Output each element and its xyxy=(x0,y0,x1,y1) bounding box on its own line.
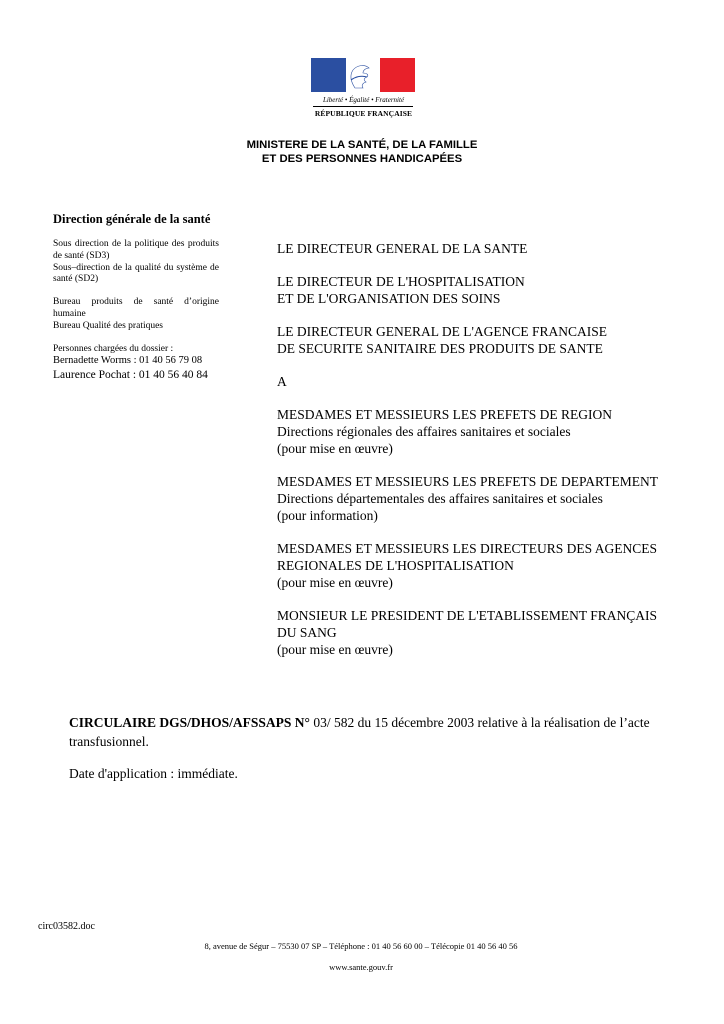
ministry-line-2: ET DES PERSONNES HANDICAPÉES xyxy=(261,153,463,165)
sender-dhos xyxy=(277,273,690,307)
recipient-department-prefects xyxy=(277,473,690,524)
circular-reference xyxy=(69,713,690,751)
sender-dgs xyxy=(277,240,690,257)
addressee-marker xyxy=(277,373,690,390)
sender-dgs-line: LE DIRECTEUR GENERAL DE LA SANTE xyxy=(277,241,528,256)
sender-contacts-label: Personnes chargées du dossier : xyxy=(53,343,174,354)
sender-direction: Direction générale de la santé xyxy=(53,212,211,226)
document-filename: circ03582.doc xyxy=(38,921,95,932)
sender-bureau-2: Bureau Qualité des pratiques xyxy=(53,320,164,331)
recipient-1-subtitle: Directions régionales des affaires sanitaires et sociales xyxy=(277,424,571,439)
sender-subdirection-2: Sous–direction de la qualité du système de santé (SD2) xyxy=(53,262,219,285)
logo-motto: Liberté • Égalité • Fraternité xyxy=(322,96,405,104)
sender-subdirection-1: Sous direction de la politique des produits de santé (SD3) xyxy=(53,239,219,261)
sender-bureau-1: Bureau produits de santé d’origine humaine xyxy=(53,297,219,319)
footer-website: www.sante.gouv.fr xyxy=(329,962,393,972)
recipient-2-subtitle: Directions départementales des affaires sanitaires et sociales xyxy=(277,491,603,506)
sender-contact-2: Laurence Pochat : 01 40 56 40 84 xyxy=(53,368,208,381)
circular-number: CIRCULAIRE DGS/DHOS/AFSSAPS N° xyxy=(69,715,310,730)
recipients-block xyxy=(277,240,690,674)
sender-dhos-line-1: LE DIRECTEUR DE L'HOSPITALISATION xyxy=(277,274,525,289)
logo-republic-name: RÉPUBLIQUE FRANÇAISE xyxy=(314,109,413,118)
logo-divider xyxy=(313,106,413,107)
recipient-4-line-1: MONSIEUR LE PRESIDENT DE L'ETABLISSEMENT FRANÇAIS xyxy=(277,608,657,623)
ministry-heading xyxy=(180,138,544,166)
circular-subject: 03/ 582 du 15 décembre 2003 relative à la réalisation de l’acte transfusionnel. xyxy=(69,715,650,749)
recipient-efs-president xyxy=(277,607,690,658)
recipient-4-line-2: DU SANG xyxy=(277,625,337,640)
recipient-arh-directors xyxy=(277,540,690,591)
recipient-regional-prefects xyxy=(277,406,690,457)
recipient-1-note: (pour mise en œuvre) xyxy=(277,441,393,456)
sender-afssaps-line-2: DE SECURITE SANITAIRE DES PRODUITS DE SANTE xyxy=(277,341,603,356)
recipient-4-note: (pour mise en œuvre) xyxy=(277,642,393,657)
ministry-line-1: MINISTERE DE LA SANTÉ, DE LA FAMILLE xyxy=(246,139,478,151)
sender-contact-1: Bernadette Worms : 01 40 56 79 08 xyxy=(53,355,203,367)
recipient-1-title: MESDAMES ET MESSIEURS LES PREFETS DE REGION xyxy=(277,407,613,422)
sender-column xyxy=(53,212,219,382)
recipient-3-note: (pour mise en œuvre) xyxy=(277,575,393,590)
sender-afssaps xyxy=(277,323,690,357)
recipient-2-title: MESDAMES ET MESSIEURS LES PREFETS DE DEPARTEMENT xyxy=(277,474,658,489)
recipient-3-line-2: REGIONALES DE L'HOSPITALISATION xyxy=(277,558,514,573)
addressee-a: A xyxy=(277,374,287,389)
marianne-flag-icon xyxy=(311,58,415,92)
footer-address: 8, avenue de Ségur – 75530 07 SP – Téléphone : 01 40 56 60 00 – Télécopie 01 40 56 40 56 xyxy=(204,941,518,951)
recipient-2-note: (pour information) xyxy=(277,508,378,523)
application-date: Date d'application : immédiate. xyxy=(69,766,238,781)
recipient-3-line-1: MESDAMES ET MESSIEURS LES DIRECTEURS DES AGENCES xyxy=(277,541,658,556)
sender-afssaps-line-1: LE DIRECTEUR GENERAL DE L'AGENCE FRANCAISE xyxy=(277,324,608,339)
sender-dhos-line-2: ET DE L'ORGANISATION DES SOINS xyxy=(277,291,501,306)
republique-francaise-logo xyxy=(311,58,416,122)
